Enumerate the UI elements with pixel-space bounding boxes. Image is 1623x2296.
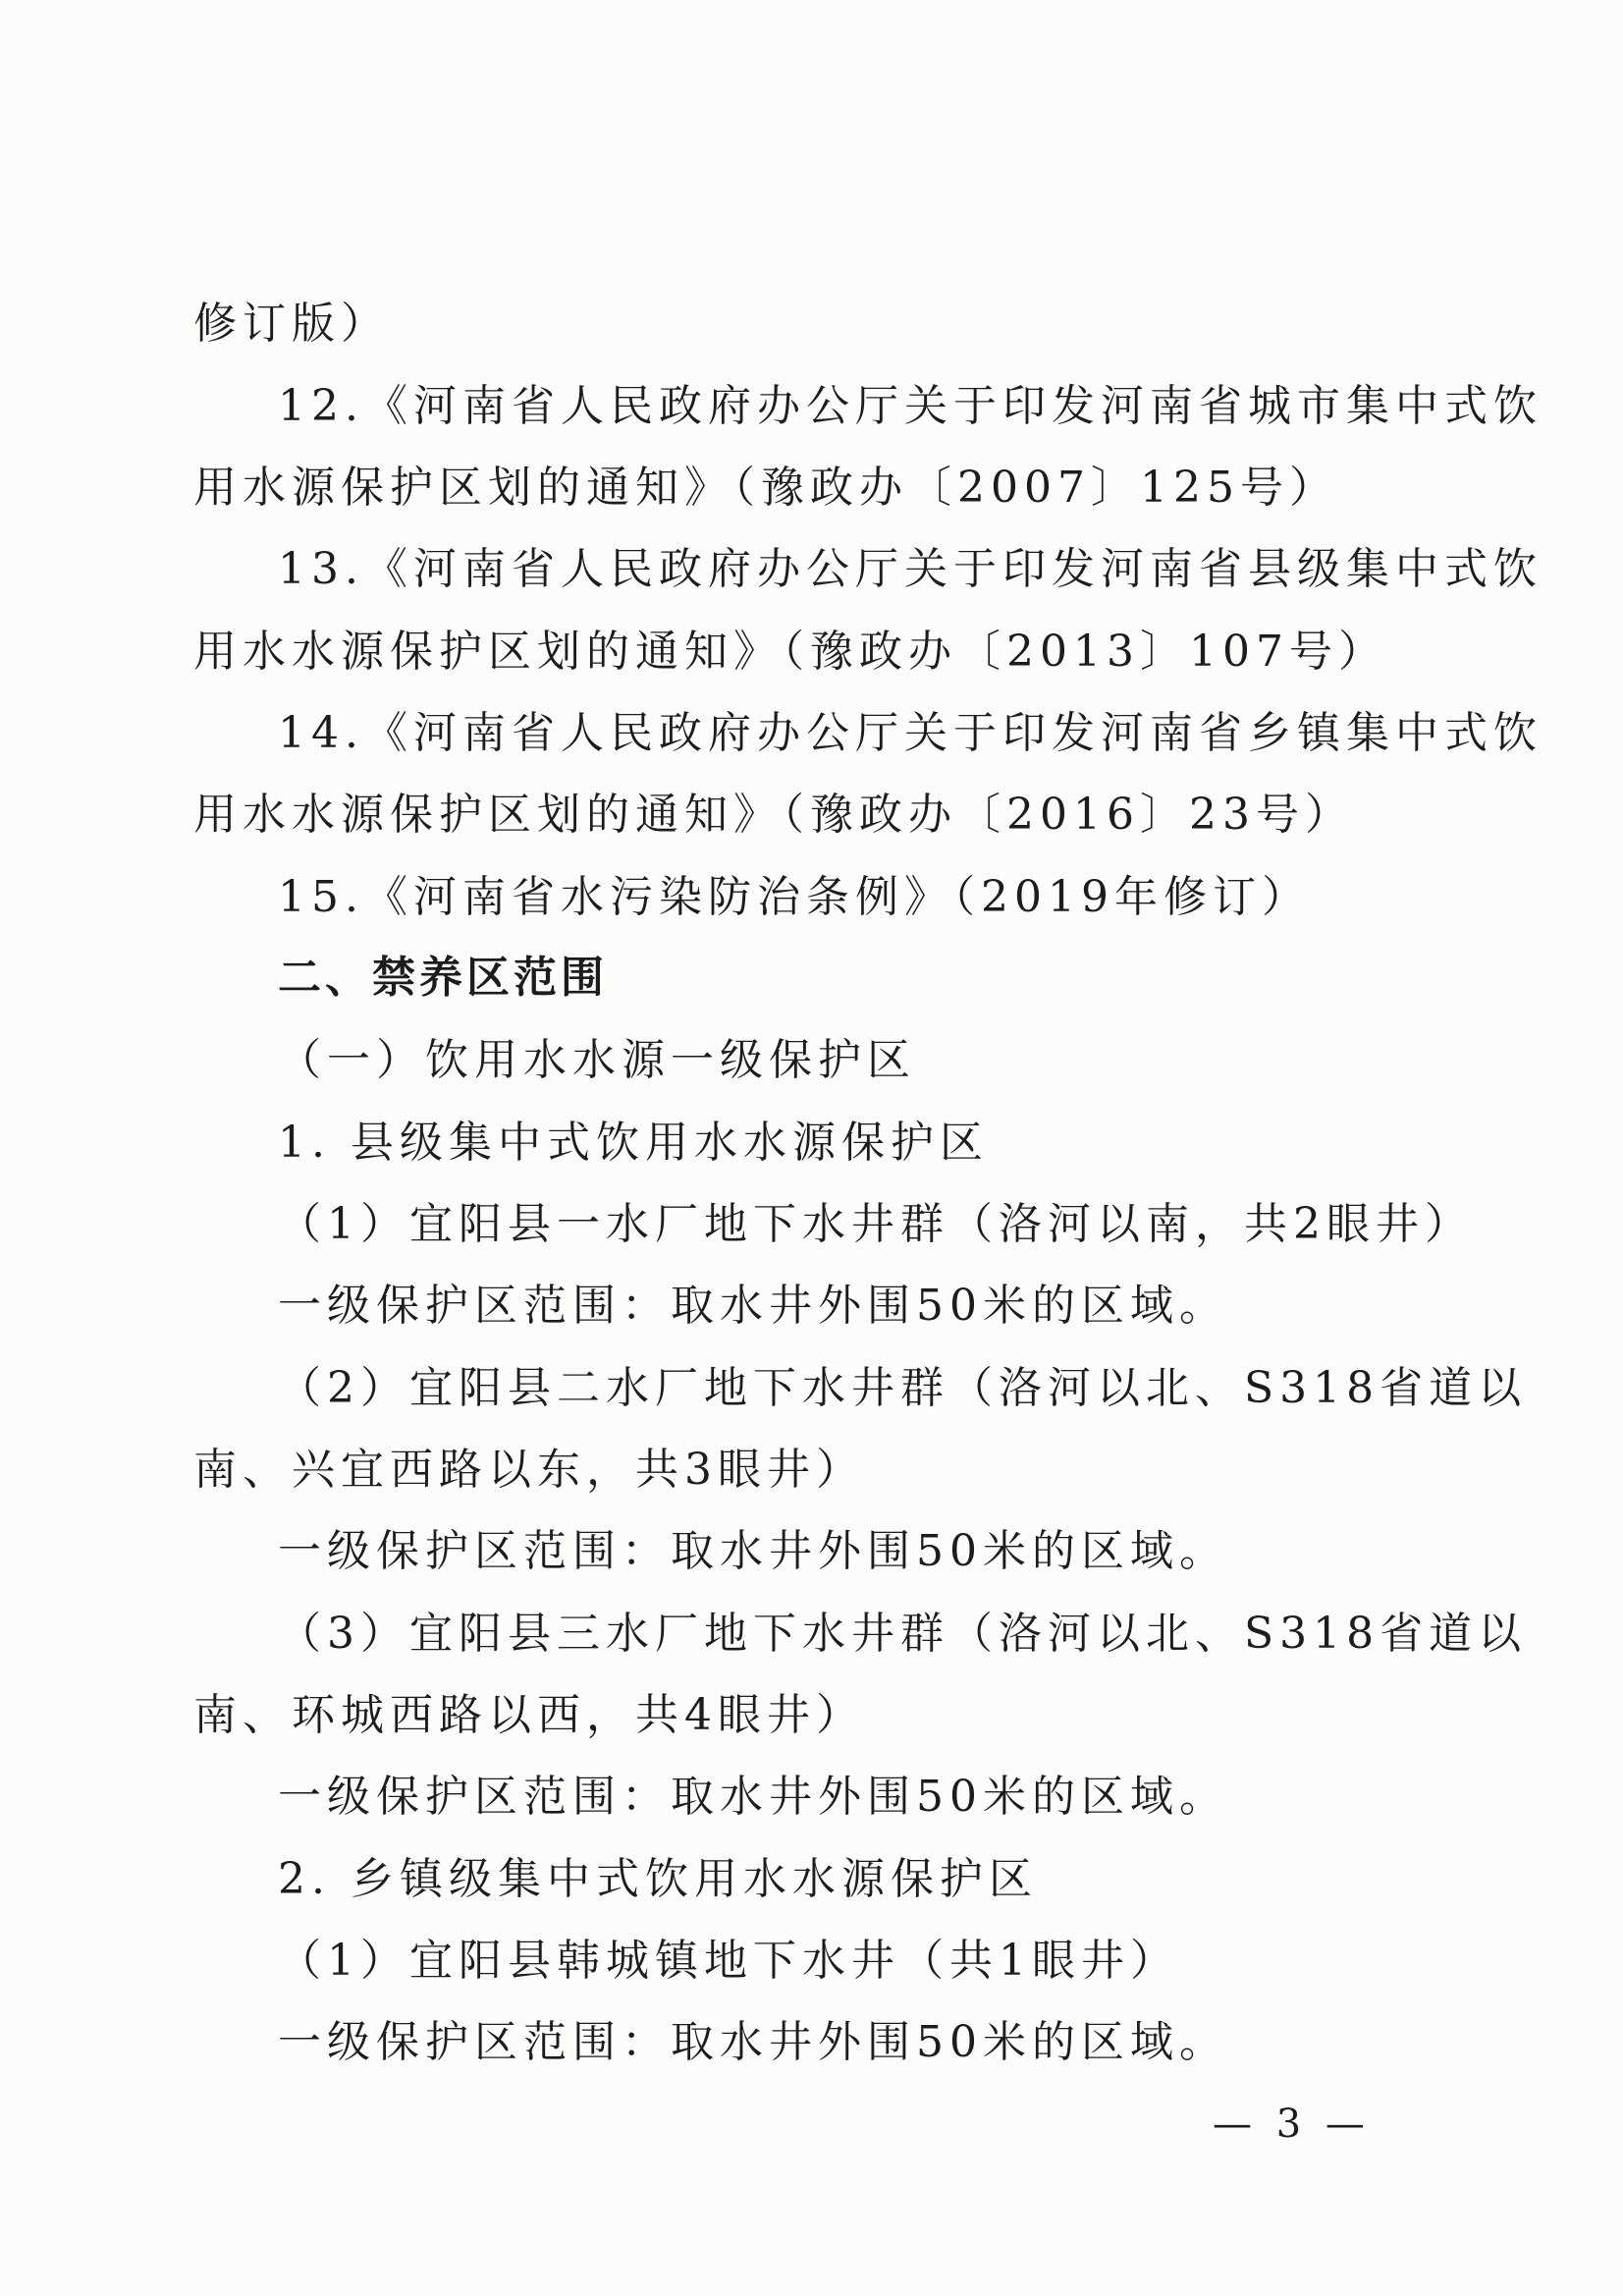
text-line: 南、环城西路以西，共4眼井） [193,1690,865,1740]
subsection-heading: （一）饮用水水源一级保护区 [278,1035,916,1085]
text-line: （2）宜阳县二水厂地下水井群（洛河以北、S318省道以 [278,1363,1528,1413]
text-line: 一级保护区范围：取水井外围50米的区域。 [278,1526,1228,1576]
text-line: 南、兴宜西路以东，共3眼井） [193,1445,865,1495]
text-line: 15.《河南省水污染防治条例》（2019年修订） [278,872,1311,922]
text-line: 12.《河南省人民政府办公厅关于印发河南省城市集中式饮 [278,381,1542,431]
text-line: 修订版） [193,299,390,349]
page-number: — 3 — [1213,2102,1371,2147]
text-line: （3）宜阳县三水厂地下水井群（洛河以北、S318省道以 [278,1609,1528,1659]
text-line: （1）宜阳县一水厂地下水井群（洛河以南，共2眼井） [278,1199,1474,1249]
text-line: 一级保护区范围：取水井外围50米的区域。 [278,1772,1228,1822]
text-line: 13.《河南省人民政府办公厅关于印发河南省县级集中式饮 [278,544,1542,594]
text-line: 用水源保护区划的通知》（豫政办〔2007〕125号） [193,463,1338,513]
text-line: 用水水源保护区划的通知》（豫政办〔2016〕23号） [193,790,1354,840]
text-line: （1）宜阳县韩城镇地下水井（共1眼井） [278,1936,1179,1986]
text-line: 1. 县级集中式饮用水水源保护区 [278,1118,989,1168]
section-heading: 二、禁养区范围 [278,953,608,1003]
text-line: 用水水源保护区划的通知》（豫政办〔2013〕107号） [193,627,1387,677]
text-line: 一级保护区范围：取水井外围50米的区域。 [278,2017,1228,2067]
text-line: 2. 乡镇级集中式饮用水水源保护区 [278,1854,1038,1904]
text-line: 一级保护区范围：取水井外围50米的区域。 [278,1281,1228,1331]
text-line: 14.《河南省人民政府办公厅关于印发河南省乡镇集中式饮 [278,708,1542,758]
